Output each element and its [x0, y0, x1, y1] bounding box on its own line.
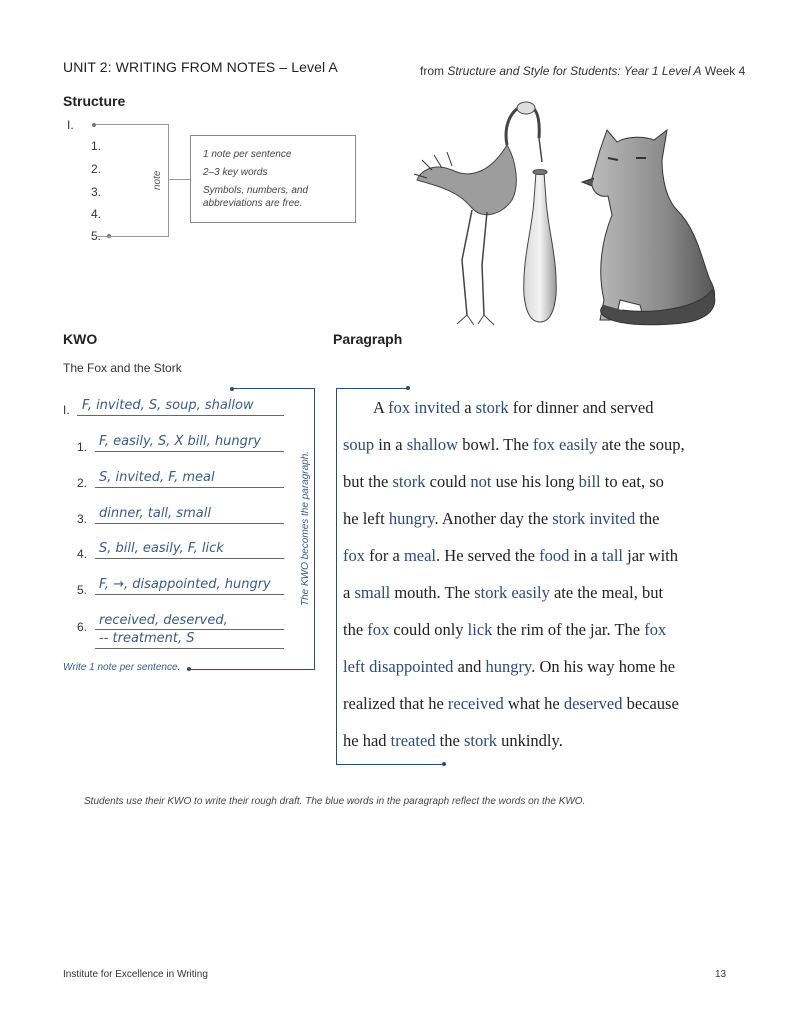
kwo-keyword: lick [467, 620, 493, 639]
kwo-keyword: food [539, 546, 570, 565]
kwo-becomes-paragraph-label: The KWO becomes the paragraph. [300, 450, 311, 606]
source-citation: from Structure and Style for Students: Year 1 Level A Week 4 [420, 64, 746, 78]
kwo-keyword: small [354, 583, 391, 602]
paragraph-line [343, 694, 679, 714]
paragraph-bracket-bottom [336, 764, 444, 765]
unit-title: UNIT 2: WRITING FROM NOTES – Level A [63, 59, 338, 75]
kwo-row-num: 3. [77, 512, 88, 526]
kwo-keyword: stork [463, 731, 497, 750]
fox-drawing [582, 130, 715, 325]
kwo-row-line [95, 451, 284, 452]
paragraph-line [373, 398, 653, 418]
paragraph-bracket-dot-top [406, 386, 410, 390]
paragraph-text: could [425, 472, 471, 491]
kwo-keyword: tall [601, 546, 623, 565]
paragraph-line [343, 731, 563, 751]
kwo-keyword: fox [644, 620, 667, 639]
kwo-keyword: shallow [406, 435, 459, 454]
kwo-bracket-side [314, 388, 315, 669]
kwo-keyword: bill [578, 472, 601, 491]
paragraph-line [343, 435, 685, 455]
kwo-keyword: deserved [563, 694, 623, 713]
kwo-keyword: hungry [485, 657, 532, 676]
kwo-keyword: fox invited [388, 398, 461, 417]
kwo-row-note: F, invited, S, soup, shallow [82, 398, 254, 413]
paragraph-text: to eat, so [600, 472, 664, 491]
paragraph-text: for a [365, 546, 404, 565]
paragraph-heading: Paragraph [333, 331, 403, 347]
structure-item-2: 2. [91, 162, 102, 176]
kwo-keyword: left disappointed [343, 657, 454, 676]
kwo-row-note: dinner, tall, small [99, 506, 211, 521]
paragraph-line [343, 546, 678, 566]
kwo-instruction: Write 1 note per sentence. [63, 662, 181, 673]
kwo-row-note: F, →, disappointed, hungry [99, 577, 271, 592]
kwo-row-num: 5. [77, 583, 88, 597]
paragraph-text: and [453, 657, 486, 676]
paragraph-text: . On his way home he [531, 657, 676, 676]
kwo-row-num: 6. [77, 620, 88, 634]
paragraph-bracket-dot-bottom [442, 762, 446, 766]
kwo-bracket-dot-bottom [187, 667, 191, 671]
paragraph-text: jar with [623, 546, 678, 565]
kwo-row-note: F, easily, S, X bill, hungry [99, 434, 261, 449]
paragraph-line [343, 657, 675, 677]
kwo-keyword: not [470, 472, 492, 491]
kwo-heading: KWO [63, 331, 98, 347]
paragraph-text: in a [374, 435, 407, 454]
kwo-keyword: stork invited [552, 509, 636, 528]
paragraph-text: but the [343, 472, 393, 491]
kwo-row-line [95, 487, 284, 488]
paragraph-text: a [460, 398, 476, 417]
paragraph-line [343, 583, 663, 603]
paragraph-text: he had [343, 731, 391, 750]
kwo-row-note: received, deserved, [99, 613, 228, 628]
paragraph-text: because [622, 694, 679, 713]
stork-drawing [414, 102, 542, 325]
kwo-keyword: hungry [388, 509, 435, 528]
kwo-keyword: stork [475, 398, 509, 417]
kwo-keyword: soup [343, 435, 375, 454]
paragraph-text: in a [569, 546, 602, 565]
kwo-keyword: meal [403, 546, 437, 565]
paragraph-bracket-side [336, 388, 337, 764]
kwo-keyword: treated [390, 731, 436, 750]
note-rules-box [190, 135, 356, 223]
paragraph-text: the [343, 620, 368, 639]
paragraph-line [343, 509, 660, 529]
kwo-bracket-bottom [189, 669, 315, 670]
paragraph-text: mouth. The [390, 583, 475, 602]
note-rule: Symbols, numbers, and abbreviations are free. [203, 185, 309, 209]
kwo-keyword: fox easily [532, 435, 598, 454]
kwo-row-num: 4. [77, 547, 88, 561]
paragraph-text: the [435, 731, 464, 750]
paragraph-text: . Another day the [434, 509, 553, 528]
kwo-row-num: 2. [77, 476, 88, 490]
paragraph-text: realized that he [343, 694, 448, 713]
kwo-row-note-continued: -- treatment, S [99, 631, 195, 646]
paragraph-text: use his long [491, 472, 579, 491]
page-number: 13 [715, 969, 727, 980]
paragraph-line [343, 620, 666, 640]
structure-item-roman: I. [67, 118, 74, 132]
note-rule: 1 note per sentence [203, 149, 292, 160]
kwo-row-line [95, 594, 284, 595]
kwo-story-title: The Fox and the Stork [63, 361, 182, 375]
paragraph-text: unkindly. [496, 731, 563, 750]
paragraph-text: the [635, 509, 660, 528]
paragraph-text: for dinner and served [508, 398, 654, 417]
kwo-row-line [95, 558, 284, 559]
kwo-row-line [95, 648, 284, 649]
kwo-keyword: stork easily [474, 583, 550, 602]
kwo-bracket-top [232, 388, 314, 389]
paragraph-text: the rim of the jar. The [492, 620, 645, 639]
kwo-row-note: S, bill, easily, F, lick [99, 541, 224, 556]
paragraph-text: bowl. The [458, 435, 533, 454]
kwo-keyword: received [447, 694, 504, 713]
kwo-row-note: S, invited, F, meal [99, 470, 215, 485]
paragraph-line [343, 472, 664, 492]
structure-connector [168, 179, 190, 180]
kwo-keyword: stork [392, 472, 426, 491]
note-label: note [152, 170, 163, 190]
kwo-row-num: I. [63, 403, 70, 417]
vase-drawing [524, 170, 557, 323]
footer-publisher: Institute for Excellence in Writing [63, 969, 208, 980]
paragraph-text: could only [389, 620, 468, 639]
kwo-row-line [95, 629, 284, 630]
paragraph-text: what he [503, 694, 564, 713]
structure-item-1: 1. [91, 139, 102, 153]
paragraph-text: . He served the [436, 546, 540, 565]
note-rule: 2–3 key words [203, 167, 268, 178]
stork-fox-illustration [412, 100, 722, 332]
paragraph-text: ate the soup, [597, 435, 685, 454]
kwo-keyword: fox [343, 546, 365, 565]
kwo-row-line [77, 415, 284, 416]
paragraph-text: he left [343, 509, 389, 528]
structure-item-5: 5. [91, 229, 102, 243]
structure-heading: Structure [63, 93, 126, 109]
kwo-keyword: fox [367, 620, 390, 639]
structure-item-4: 4. [91, 207, 102, 221]
paragraph-text: a [343, 583, 355, 602]
kwo-row-line [95, 523, 284, 524]
paragraph-bracket-top [336, 388, 408, 389]
paragraph-text: ate the meal, but [549, 583, 664, 602]
paragraph-text: A [373, 398, 389, 417]
structure-item-3: 3. [91, 185, 102, 199]
caption: Students use their KWO to write their rough draft. The blue words in the paragraph reflect the words on the KWO. [84, 796, 586, 807]
kwo-row-num: 1. [77, 440, 88, 454]
